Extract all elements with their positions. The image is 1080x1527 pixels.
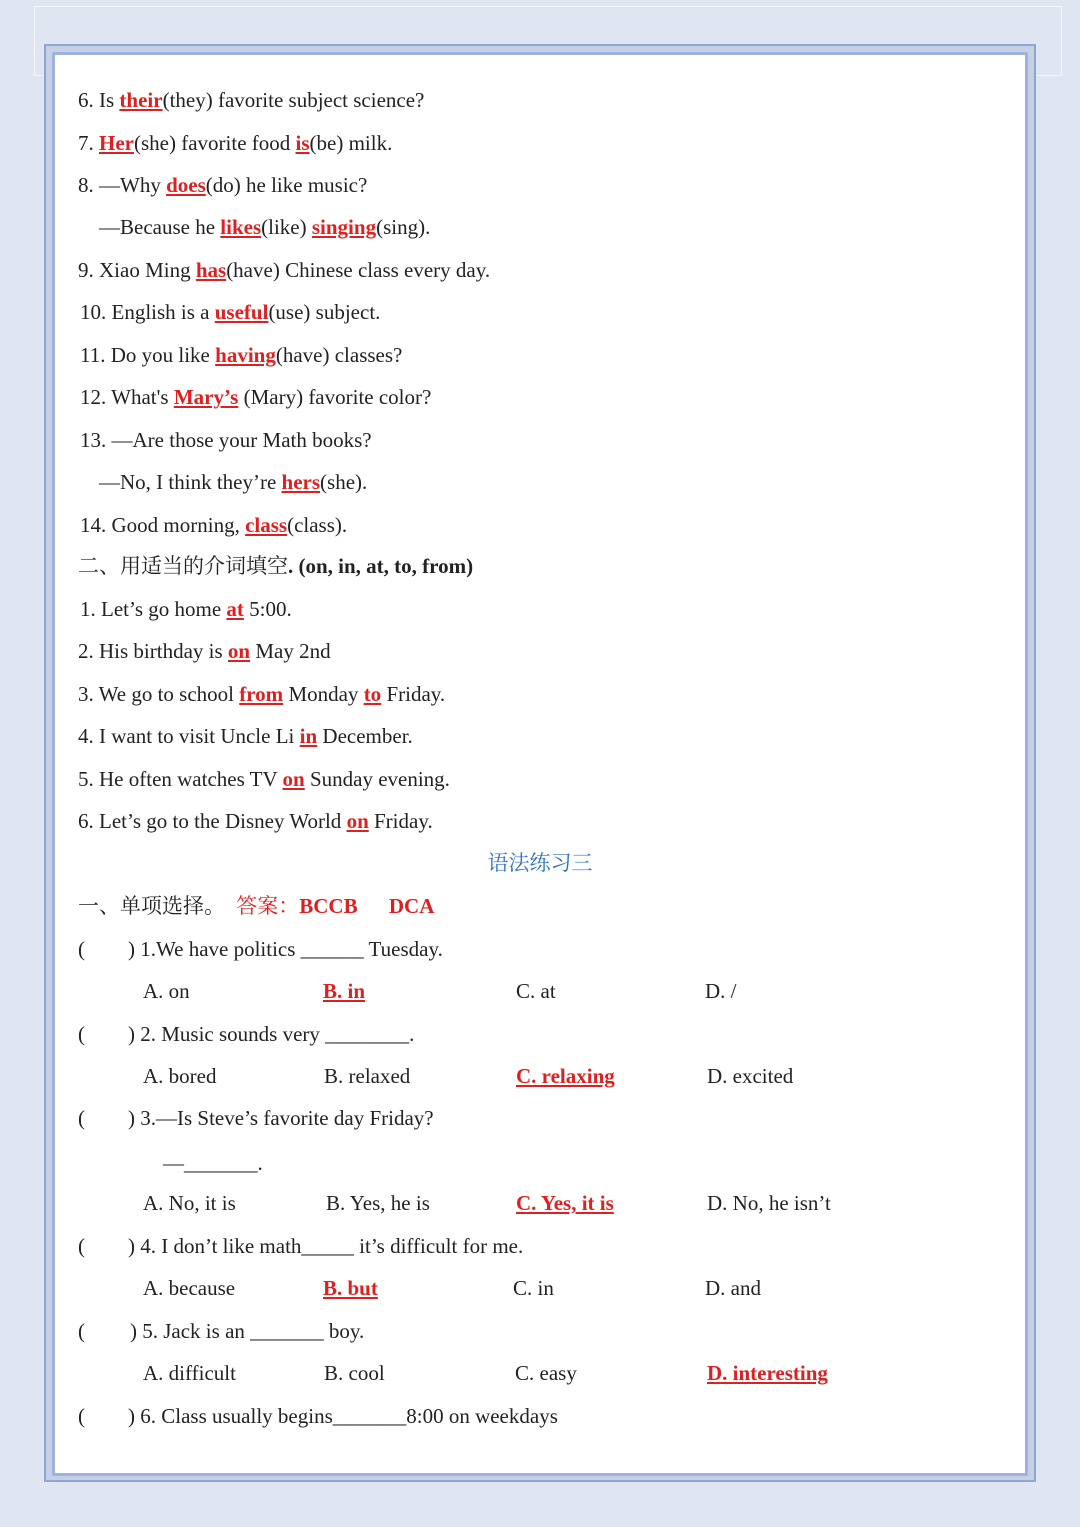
q-text: 3. We go to school — [78, 682, 240, 706]
q-text: (they) favorite subject science? — [162, 88, 425, 112]
q-text: 11. Do you like — [80, 343, 216, 367]
q-text: Sunday evening. — [304, 767, 450, 791]
q2-6 — [78, 808, 433, 834]
answer-key-2: DCA — [388, 894, 435, 918]
q-text: (have) Chinese class every day. — [226, 258, 491, 282]
q1-13a — [80, 427, 372, 453]
answer: their — [119, 88, 163, 112]
q-text: (do) he like music? — [205, 173, 368, 197]
q-text: 4. I want to visit Uncle Li — [78, 724, 300, 748]
option-a: A. because — [143, 1276, 236, 1300]
q-text: December. — [317, 724, 413, 748]
part3-heading — [78, 893, 434, 919]
q-text: (Mary) favorite color? — [238, 385, 432, 409]
option-b: B. Yes, he is — [326, 1191, 430, 1215]
q-text: 6. Let’s go to the Disney World — [78, 809, 347, 833]
heading-en: . (on, in, at, to, from) — [288, 554, 474, 578]
q1-8b — [99, 214, 430, 240]
section-title: 语法练习三 — [487, 851, 593, 875]
mc-question-5: ) 5. Jack is an _______ boy. — [130, 1319, 365, 1343]
q1-11 — [80, 342, 402, 368]
q-text: (sing). — [376, 215, 431, 239]
q-text: (have) classes? — [275, 343, 403, 367]
q-text: 14. Good morning, — [80, 513, 246, 537]
mc-question-3: ) 3.—Is Steve’s favorite day Friday? — [128, 1106, 434, 1130]
answer: is — [295, 131, 310, 155]
q2-4 — [78, 723, 413, 749]
q2-2 — [78, 638, 331, 664]
q-text: 13. —Are those your Math books? — [80, 428, 372, 452]
q-text: 9. Xiao Ming — [78, 258, 196, 282]
option-b-correct: B. but — [323, 1276, 378, 1300]
option-d: D. / — [705, 979, 737, 1003]
q-text: 1. Let’s go home — [80, 597, 227, 621]
option-c: C. in — [513, 1276, 554, 1300]
q1-8a — [78, 172, 367, 198]
q1-9 — [78, 257, 490, 283]
option-d: D. and — [705, 1276, 761, 1300]
q-text: —Because he — [99, 215, 221, 239]
answer: on — [282, 767, 305, 791]
answer: likes — [220, 215, 262, 239]
answer: does — [166, 173, 206, 197]
q1-14 — [80, 512, 347, 538]
q1-6 — [78, 87, 424, 113]
q-text: 8. —Why — [78, 173, 167, 197]
mc-paren: ( — [78, 1234, 85, 1258]
mc-question-1: ) 1.We have politics ______ Tuesday. — [128, 937, 443, 961]
mc-paren: ( — [78, 1319, 85, 1343]
heading-cn: 二、用适当的介词填空 — [78, 554, 288, 578]
option-a: A. difficult — [143, 1361, 236, 1385]
q1-13b — [99, 469, 367, 495]
q-text: 12. What's — [80, 385, 174, 409]
answer: on — [227, 639, 251, 663]
answer: has — [195, 258, 227, 282]
q-text: (she). — [320, 470, 368, 494]
option-d: D. excited — [707, 1064, 794, 1088]
q-text: (be) milk. — [309, 131, 393, 155]
option-a: A. bored — [143, 1064, 217, 1088]
mc-question-2: ) 2. Music sounds very ________. — [128, 1022, 415, 1046]
option-a: A. on — [143, 979, 190, 1003]
option-d-correct: D. interesting — [707, 1361, 828, 1385]
option-b-correct: B. in — [323, 979, 366, 1003]
option-c-correct: C. relaxing — [516, 1064, 615, 1088]
option-b: B. cool — [324, 1361, 385, 1385]
mc-question-6: ) 6. Class usually begins_______8:00 on weekdays — [128, 1404, 558, 1428]
q-text: Monday — [283, 682, 364, 706]
q-text: 6. Is — [78, 88, 120, 112]
q2-3 — [78, 681, 445, 707]
answer: class — [245, 513, 288, 537]
q-text: 2. His birthday is — [78, 639, 228, 663]
answer-key-1: BCCB — [299, 894, 358, 918]
answer: hers — [281, 470, 321, 494]
q-text: 10. English is a — [80, 300, 215, 324]
answer-label: 答案： — [236, 894, 300, 918]
mc-paren: ( — [78, 1404, 85, 1428]
mc-question-4: ) 4. I don’t like math_____ it’s difficult for me. — [128, 1234, 524, 1258]
q-text: Friday. — [381, 682, 446, 706]
option-b: B. relaxed — [324, 1064, 411, 1088]
answer: singing — [311, 215, 377, 239]
answer: on — [346, 809, 369, 833]
mc-paren: ( — [78, 1106, 85, 1130]
q-text: May 2nd — [250, 639, 331, 663]
q-text: (use) subject. — [268, 300, 381, 324]
option-c: C. at — [516, 979, 556, 1003]
q-text: 5. He often watches TV — [78, 767, 283, 791]
answer: in — [299, 724, 318, 748]
q-text: (she) favorite food — [133, 131, 296, 155]
q-text: Friday. — [368, 809, 433, 833]
mc-blank: —_______. — [163, 1151, 263, 1175]
part2-heading — [78, 553, 473, 579]
q-text: (class). — [287, 513, 348, 537]
q1-7 — [78, 130, 392, 156]
answer: Mary’s — [173, 385, 239, 409]
option-c: C. easy — [515, 1361, 577, 1385]
q-text: 5:00. — [243, 597, 292, 621]
answer: useful — [214, 300, 269, 324]
q-text: —No, I think they’re — [99, 470, 282, 494]
mc-paren: ( — [78, 937, 85, 961]
q-text: (like) — [261, 215, 312, 239]
option-d: D. No, he isn’t — [707, 1191, 831, 1215]
heading-cn: 一、单项选择。 — [78, 894, 225, 918]
answer: having — [215, 343, 276, 367]
option-a: A. No, it is — [143, 1191, 236, 1215]
q1-12 — [80, 384, 431, 410]
q-text: 7. — [78, 131, 99, 155]
answer: at — [226, 597, 244, 621]
answer: to — [363, 682, 382, 706]
answer: from — [239, 682, 284, 706]
answer: Her — [99, 131, 134, 155]
q2-1 — [80, 596, 292, 622]
q1-10 — [80, 299, 380, 325]
q2-5 — [78, 766, 450, 792]
option-c-correct: C. Yes, it is — [516, 1191, 614, 1215]
mc-paren: ( — [78, 1022, 85, 1046]
